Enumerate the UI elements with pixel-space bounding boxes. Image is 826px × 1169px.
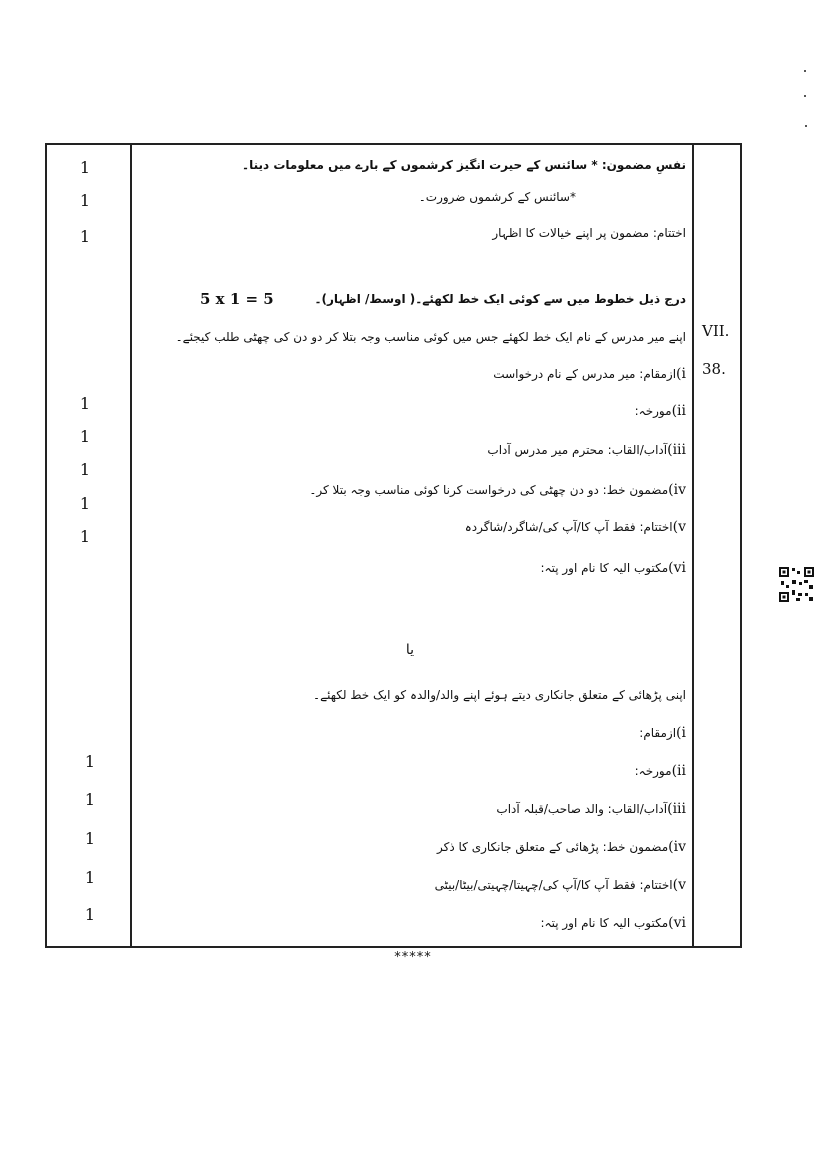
- mark-q38-5: 1: [79, 494, 91, 513]
- section-number: VII.: [702, 322, 730, 340]
- q38-item-3: iii)آداب/القاب: محترم میر مدرس آداب: [487, 442, 686, 458]
- column-divider-marks: [130, 143, 132, 948]
- q38-prompt: اپنے میر مدرس کے نام ایک خط لکھئے جس میں کوئی مناسب وجہ بتلا کر دو دن کی چھٹی طلب کیجئے۔: [175, 330, 686, 344]
- mark-top-3: 1: [79, 227, 91, 246]
- scan-speck: [804, 95, 806, 97]
- section-formula: 5 x 1 = 5: [200, 290, 274, 308]
- mark-alt-2: 1: [84, 752, 96, 771]
- mark-q38-6: 1: [79, 527, 91, 546]
- q38-alt-item-5: v)اختتام: فقط آپ کا/آپ کی/چہیتا/چہیتی/بیٹا/بیٹی: [434, 877, 686, 893]
- scan-speck: [804, 70, 806, 72]
- q38-alt-prompt: اپنی پڑھائی کے متعلق جانکاری دیتے ہوئے اپنے والد/والدہ کو ایک خط لکھئے۔: [313, 688, 686, 702]
- q38-alt-item-1: i)ازمقام:: [639, 725, 686, 741]
- roman-numeral: iii): [667, 801, 686, 817]
- roman-numeral: iv): [668, 482, 686, 498]
- q38-alt-item-4: iv)مضمون خط: پڑھائی کے متعلق جانکاری کا ذکر: [437, 839, 686, 855]
- roman-numeral: ii): [671, 763, 686, 779]
- q38-item-2: ii)مورخہ:: [634, 403, 686, 419]
- top-line-3: اختتام: مضمون پر اپنے خیالات کا اظہار: [492, 226, 686, 240]
- mark-q38-2: 1: [79, 394, 91, 413]
- roman-numeral: v): [672, 877, 686, 893]
- section-instruction: درج ذیل خطوط میں سے کوئی ایک خط لکھئے۔( اوسط/ اظہار)۔: [314, 292, 686, 306]
- scan-speck: [805, 125, 807, 127]
- mark-q38-3: 1: [79, 427, 91, 446]
- mark-alt-3: 1: [84, 790, 96, 809]
- qr-code-icon: [778, 566, 815, 603]
- q38-item-5: v)اختتام: فقط آپ کا/آپ کی/شاگرد/شاگردہ: [464, 519, 686, 535]
- roman-numeral: i): [676, 366, 686, 382]
- mark-alt-4: 1: [84, 829, 96, 848]
- mark-alt-6: 1: [84, 905, 96, 924]
- roman-numeral: iv): [668, 839, 686, 855]
- q38-item-6: vi)مکتوب الیہ کا نام اور پتہ:: [540, 560, 686, 576]
- q38-alt-item-6: vi)مکتوب الیہ کا نام اور پتہ:: [540, 915, 686, 931]
- mark-alt-5: 1: [84, 868, 96, 887]
- roman-numeral: vi): [668, 915, 686, 931]
- roman-numeral: iii): [667, 442, 686, 458]
- q38-alt-item-2: ii)مورخہ:: [634, 763, 686, 779]
- end-stars: *****: [394, 950, 432, 965]
- top-line-2: *سائنس کے کرشموں ضرورت۔: [418, 190, 576, 204]
- roman-numeral: i): [676, 725, 686, 741]
- or-separator: یا: [405, 642, 414, 658]
- column-divider-qnum: [692, 143, 694, 948]
- roman-numeral: vi): [668, 560, 686, 576]
- roman-numeral: v): [672, 519, 686, 535]
- roman-numeral: ii): [671, 403, 686, 419]
- q38-number: 38.: [702, 360, 726, 378]
- mark-q38-4: 1: [79, 460, 91, 479]
- answer-table: [45, 143, 742, 948]
- q38-item-4: iv)مضمون خط: دو دن چھٹی کی درخواست کرنا کوئی مناسب وجہ بتلا کر۔: [309, 482, 686, 498]
- q38-item-1: i)ازمقام: میر مدرس کے نام درخواست: [493, 366, 686, 382]
- mark-top-1: 1: [79, 158, 91, 177]
- mark-top-2: 1: [79, 191, 91, 210]
- top-line-1: نفسِ مضمون: * سائنس کے حیرت انگیز کرشموں کے بارے میں معلومات دینا۔: [242, 158, 686, 172]
- q38-alt-item-3: iii)آداب/القاب: والد صاحب/قبلہ آداب: [496, 801, 686, 817]
